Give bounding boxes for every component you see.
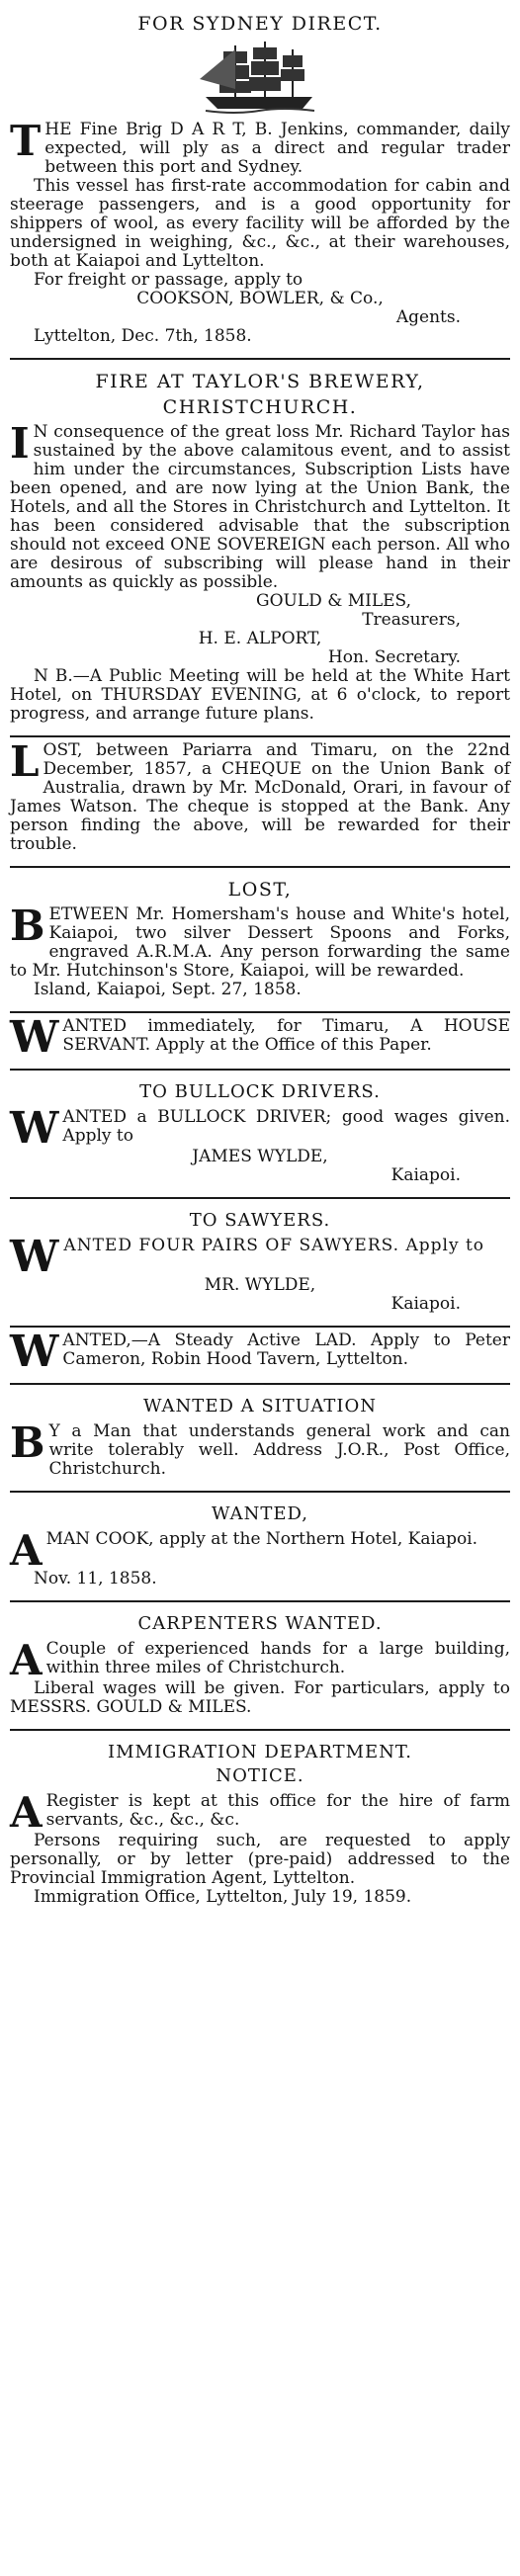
advert-body: ANTED,—A Steady Active LAD. Apply to Peter Cameron, Robin Hood Tavern, Lyttelton. bbox=[62, 1331, 510, 1369]
advert-heading: IMMIGRATION DEPARTMENT. bbox=[107, 1742, 413, 1762]
advert-active-lad bbox=[10, 1328, 510, 1379]
drop-cap: W bbox=[10, 1012, 59, 1063]
advert-body: OST, between Pariarra and Timaru, on the 22nd December, 1857, a CHEQUE on the Union Bank of Australia, drawn by Mr. McDonald, Orari, in favour of James Watson. The cheque is stopped at the Bank. Any person finding the above, will be rewarded for their trouble. bbox=[10, 740, 510, 854]
advert-heading: TO BULLOCK DRIVERS. bbox=[139, 1081, 381, 1102]
advert-body: For freight or passage, apply to bbox=[34, 270, 303, 290]
drop-cap: I bbox=[10, 419, 30, 468]
advert-date: Lyttelton, Dec. 7th, 1858. bbox=[34, 326, 252, 346]
advert-heading: FOR SYDNEY DIRECT. bbox=[137, 13, 383, 35]
advert-subheading: CHRISTCHURCH. bbox=[162, 396, 358, 418]
drop-cap: A bbox=[10, 1788, 43, 1837]
advert-sydney-direct bbox=[10, 2, 510, 354]
advert-man-cook bbox=[10, 1493, 510, 1596]
drop-cap: A bbox=[10, 1526, 43, 1575]
advert-signer: MR. WYLDE, bbox=[204, 1275, 316, 1295]
advert-date: Nov. 11, 1858. bbox=[34, 1569, 157, 1589]
advert-body: MAN COOK, apply at the Northern Hotel, Kaiapoi. bbox=[45, 1529, 478, 1549]
advert-body: This vessel has first-rate accommodation for cabin and steerage passengers, and is a good opportunity for shippers of wool, as every facility will be afforded by the undersigned in weighing, &c., &c., at their warehouses, both at Kaiapoi and Lyttelton. bbox=[10, 176, 510, 271]
drop-cap: T bbox=[10, 117, 42, 165]
advertisement-column bbox=[10, 0, 510, 1915]
advert-heading: WANTED, bbox=[211, 1503, 308, 1524]
advert-note: N B.—A Public Meeting will be held at the White Hart Hotel, on THURSDAY EVENING, at 6 o'clock, to report progress, and arrange future plans. bbox=[10, 666, 510, 724]
advert-house-servant bbox=[10, 1013, 510, 1065]
advert-heading: FIRE AT TAYLOR'S BREWERY, bbox=[95, 371, 425, 392]
advert-place: Kaiapoi. bbox=[390, 1294, 461, 1314]
sailing-ship-icon bbox=[10, 40, 510, 117]
advert-body: ANTED FOUR PAIRS OF SAWYERS. Apply to bbox=[63, 1236, 485, 1255]
advert-body: Y a Man that understands general work and can write tolerably well. Address J.O.R., Post Office, Christchurch. bbox=[48, 1421, 510, 1479]
advert-signer: GOULD & MILES, bbox=[256, 591, 411, 611]
advert-body: Couple of experienced hands for a large building, within three miles of Christchurch. bbox=[45, 1639, 510, 1677]
advert-lost-spoons bbox=[10, 868, 510, 1007]
drop-cap: L bbox=[10, 737, 40, 786]
advert-body: Liberal wages will be given. For particulars, apply to MESSRS. GOULD & MILES. bbox=[10, 1678, 510, 1717]
advert-body: N consequence of the great loss Mr. Richard Taylor has sustained by the above calamitous event, and to assist him under the circumstances, Subscription Lists have been opened, and are now lying at the Union Bank, the Hotels, and all the Stores in Christchurch and Lyttelton. It has been considered advisable that the subscription should not exceed ONE SOVEREIGN each person. All who are desirous of subscribing will please hand in their amounts as quickly as possible. bbox=[10, 422, 510, 592]
advert-date: Island, Kaiapoi, Sept. 27, 1858. bbox=[34, 980, 302, 999]
advert-immigration bbox=[10, 1731, 510, 1915]
advert-carpenters bbox=[10, 1602, 510, 1725]
advert-body: Persons requiring such, are requested to apply personally, or by letter (pre-paid) addressed to the Provincial Immigration Agent, Lyttelton. bbox=[10, 1831, 510, 1888]
advert-heading: LOST, bbox=[227, 879, 293, 901]
advert-body: ETWEEN Mr. Homersham's house and White's hotel, Kaiapoi, two silver Dessert Spoons and Forks, engraved A.R.M.A. Any person forwarding the same to Mr. Hutchinson's Store, Kaiapoi, will be rewarded. bbox=[10, 904, 510, 981]
advert-heading: TO SAWYERS. bbox=[189, 1210, 331, 1231]
drop-cap: W bbox=[10, 1327, 59, 1377]
advert-subheading: NOTICE. bbox=[216, 1765, 304, 1786]
advert-body: HE Fine Brig D A R T, B. Jenkins, commander, daily expected, will ply as a direct and regular trader between this port and Sydney. bbox=[44, 120, 510, 177]
advert-date: Immigration Office, Lyttelton, July 19, 1859. bbox=[34, 1887, 412, 1907]
advert-lost-cheque bbox=[10, 737, 510, 862]
drop-cap: W bbox=[10, 1232, 60, 1282]
advert-body: ANTED a BULLOCK DRIVER; good wages given. Apply to bbox=[62, 1107, 510, 1146]
advert-signer: H. E. ALPORT, bbox=[198, 629, 322, 648]
advert-body: ANTED immediately, for Timaru, A HOUSE SERVANT. Apply at the Office of this Paper. bbox=[62, 1016, 510, 1055]
drop-cap: W bbox=[10, 1103, 59, 1154]
advert-signer-role: Treasurers, bbox=[362, 610, 461, 630]
advert-heading: WANTED A SITUATION bbox=[142, 1396, 378, 1417]
drop-cap: B bbox=[10, 902, 45, 950]
advert-signer-role: Agents. bbox=[395, 307, 461, 327]
advert-bullock-driver bbox=[10, 1071, 510, 1193]
advert-signer-role: Hon. Secretary. bbox=[327, 647, 461, 667]
advert-sawyers bbox=[10, 1199, 510, 1322]
advert-body: Register is kept at this office for the hire of farm servants, &c., &c., &c. bbox=[45, 1791, 510, 1830]
advert-signer: JAMES WYLDE, bbox=[192, 1147, 328, 1166]
drop-cap: B bbox=[10, 1418, 45, 1467]
advert-heading: CARPENTERS WANTED. bbox=[137, 1613, 383, 1634]
advert-fire-brewery bbox=[10, 360, 510, 731]
drop-cap: A bbox=[10, 1636, 43, 1684]
advert-signer: COOKSON, BOWLER, & Co., bbox=[136, 289, 384, 308]
advert-situation-wanted bbox=[10, 1385, 510, 1487]
advert-place: Kaiapoi. bbox=[390, 1165, 461, 1185]
